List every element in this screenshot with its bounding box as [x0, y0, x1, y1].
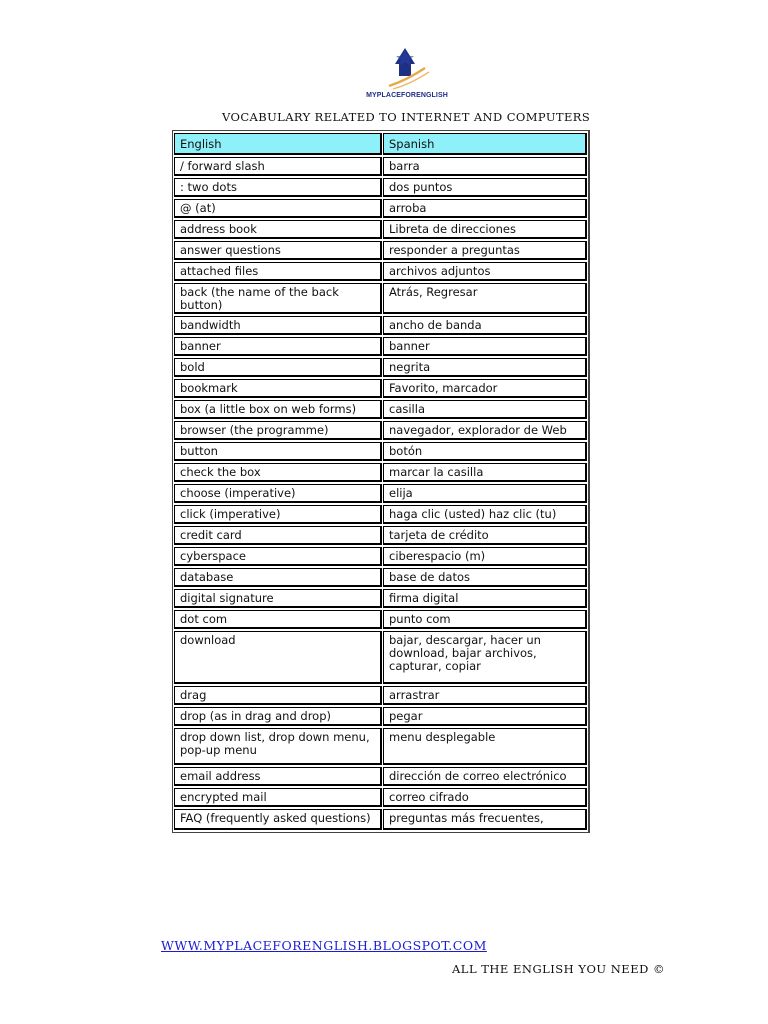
spanish-term-cell: Libreta de direcciones: [383, 220, 587, 239]
spanish-term-cell: archivos adjuntos: [383, 262, 587, 281]
table-row: [174, 589, 587, 608]
english-term-cell: drag: [174, 686, 382, 705]
english-term-cell: download: [174, 631, 382, 684]
spanish-term-cell: bajar, descargar, hacer un download, bajar archivos, capturar, copiar: [383, 631, 587, 684]
table-row: [174, 400, 587, 419]
spanish-term-cell: barra: [383, 157, 587, 176]
spanish-term-cell: preguntas más frecuentes,: [383, 809, 587, 830]
spanish-term-cell: marcar la casilla: [383, 463, 587, 482]
table-row: [174, 526, 587, 545]
spanish-term-cell: botón: [383, 442, 587, 461]
english-term-cell: bandwidth: [174, 316, 382, 335]
spanish-term-cell: haga clic (usted) haz clic (tu): [383, 505, 587, 524]
table-row: [174, 283, 587, 314]
spanish-term-cell: base de datos: [383, 568, 587, 587]
house-with-star-icon: [385, 46, 435, 92]
table-row: [174, 262, 587, 281]
table-row: [174, 767, 587, 786]
spanish-term-cell: correo cifrado: [383, 788, 587, 807]
table-row: [174, 809, 587, 830]
table-row: [174, 484, 587, 503]
table-row: [174, 421, 587, 440]
spanish-term-cell: Atrás, Regresar: [383, 283, 587, 314]
page-title: VOCABULARY RELATED TO INTERNET AND COMPUTERS: [222, 110, 591, 124]
english-term-cell: bookmark: [174, 379, 382, 398]
english-term-cell: dot com: [174, 610, 382, 629]
english-term-cell: encrypted mail: [174, 788, 382, 807]
table-row: [174, 178, 587, 197]
table-row: [174, 505, 587, 524]
english-term-cell: check the box: [174, 463, 382, 482]
website-link[interactable]: WWW.MYPLACEFORENGLISH.BLOGSPOT.COM: [161, 938, 487, 953]
table-row: [174, 358, 587, 377]
table-row: [174, 728, 587, 765]
column-header-english: English: [174, 133, 382, 155]
vocabulary-table: [172, 130, 590, 833]
spanish-term-cell: responder a preguntas: [383, 241, 587, 260]
spanish-term-cell: arrastrar: [383, 686, 587, 705]
table-row: [174, 199, 587, 218]
english-term-cell: banner: [174, 337, 382, 356]
english-term-cell: credit card: [174, 526, 382, 545]
table-row: [174, 707, 587, 726]
column-header-spanish: Spanish: [383, 133, 587, 155]
table-row: [174, 241, 587, 260]
spanish-term-cell: pegar: [383, 707, 587, 726]
table-row: [174, 337, 587, 356]
table-row: [174, 379, 587, 398]
table-row: [174, 442, 587, 461]
table-row: [174, 568, 587, 587]
english-term-cell: cyberspace: [174, 547, 382, 566]
english-term-cell: digital signature: [174, 589, 382, 608]
table-row: [174, 157, 587, 176]
english-term-cell: address book: [174, 220, 382, 239]
spanish-term-cell: menu desplegable: [383, 728, 587, 765]
english-term-cell: button: [174, 442, 382, 461]
english-term-cell: bold: [174, 358, 382, 377]
spanish-term-cell: casilla: [383, 400, 587, 419]
spanish-term-cell: arroba: [383, 199, 587, 218]
table-row: [174, 686, 587, 705]
english-term-cell: answer questions: [174, 241, 382, 260]
spanish-term-cell: ciberespacio (m): [383, 547, 587, 566]
table-header-row: [174, 133, 587, 155]
english-term-cell: choose (imperative): [174, 484, 382, 503]
spanish-term-cell: elija: [383, 484, 587, 503]
table-row: [174, 788, 587, 807]
table-row: [174, 631, 587, 684]
footer-tagline: ALL THE ENGLISH YOU NEED ©: [452, 962, 665, 976]
table-row: [174, 547, 587, 566]
english-term-cell: / forward slash: [174, 157, 382, 176]
english-term-cell: back (the name of the back button): [174, 283, 382, 314]
spanish-term-cell: ancho de banda: [383, 316, 587, 335]
spanish-term-cell: dirección de correo electrónico: [383, 767, 587, 786]
spanish-term-cell: dos puntos: [383, 178, 587, 197]
english-term-cell: drop (as in drag and drop): [174, 707, 382, 726]
table-row: [174, 220, 587, 239]
english-term-cell: box (a little box on web forms): [174, 400, 382, 419]
spanish-term-cell: firma digital: [383, 589, 587, 608]
table-row: [174, 610, 587, 629]
english-term-cell: browser (the programme): [174, 421, 382, 440]
spanish-term-cell: punto com: [383, 610, 587, 629]
spanish-term-cell: navegador, explorador de Web: [383, 421, 587, 440]
spanish-term-cell: tarjeta de crédito: [383, 526, 587, 545]
table-row: [174, 463, 587, 482]
english-term-cell: attached files: [174, 262, 382, 281]
english-term-cell: drop down list, drop down menu, pop-up menu: [174, 728, 382, 765]
english-term-cell: @ (at): [174, 199, 382, 218]
english-term-cell: database: [174, 568, 382, 587]
spanish-term-cell: Favorito, marcador: [383, 379, 587, 398]
english-term-cell: click (imperative): [174, 505, 382, 524]
logo-text: MYPLACEFORENGLISH: [366, 92, 448, 99]
english-term-cell: : two dots: [174, 178, 382, 197]
spanish-term-cell: banner: [383, 337, 587, 356]
table-row: [174, 316, 587, 335]
spanish-term-cell: negrita: [383, 358, 587, 377]
english-term-cell: email address: [174, 767, 382, 786]
english-term-cell: FAQ (frequently asked questions): [174, 809, 382, 830]
